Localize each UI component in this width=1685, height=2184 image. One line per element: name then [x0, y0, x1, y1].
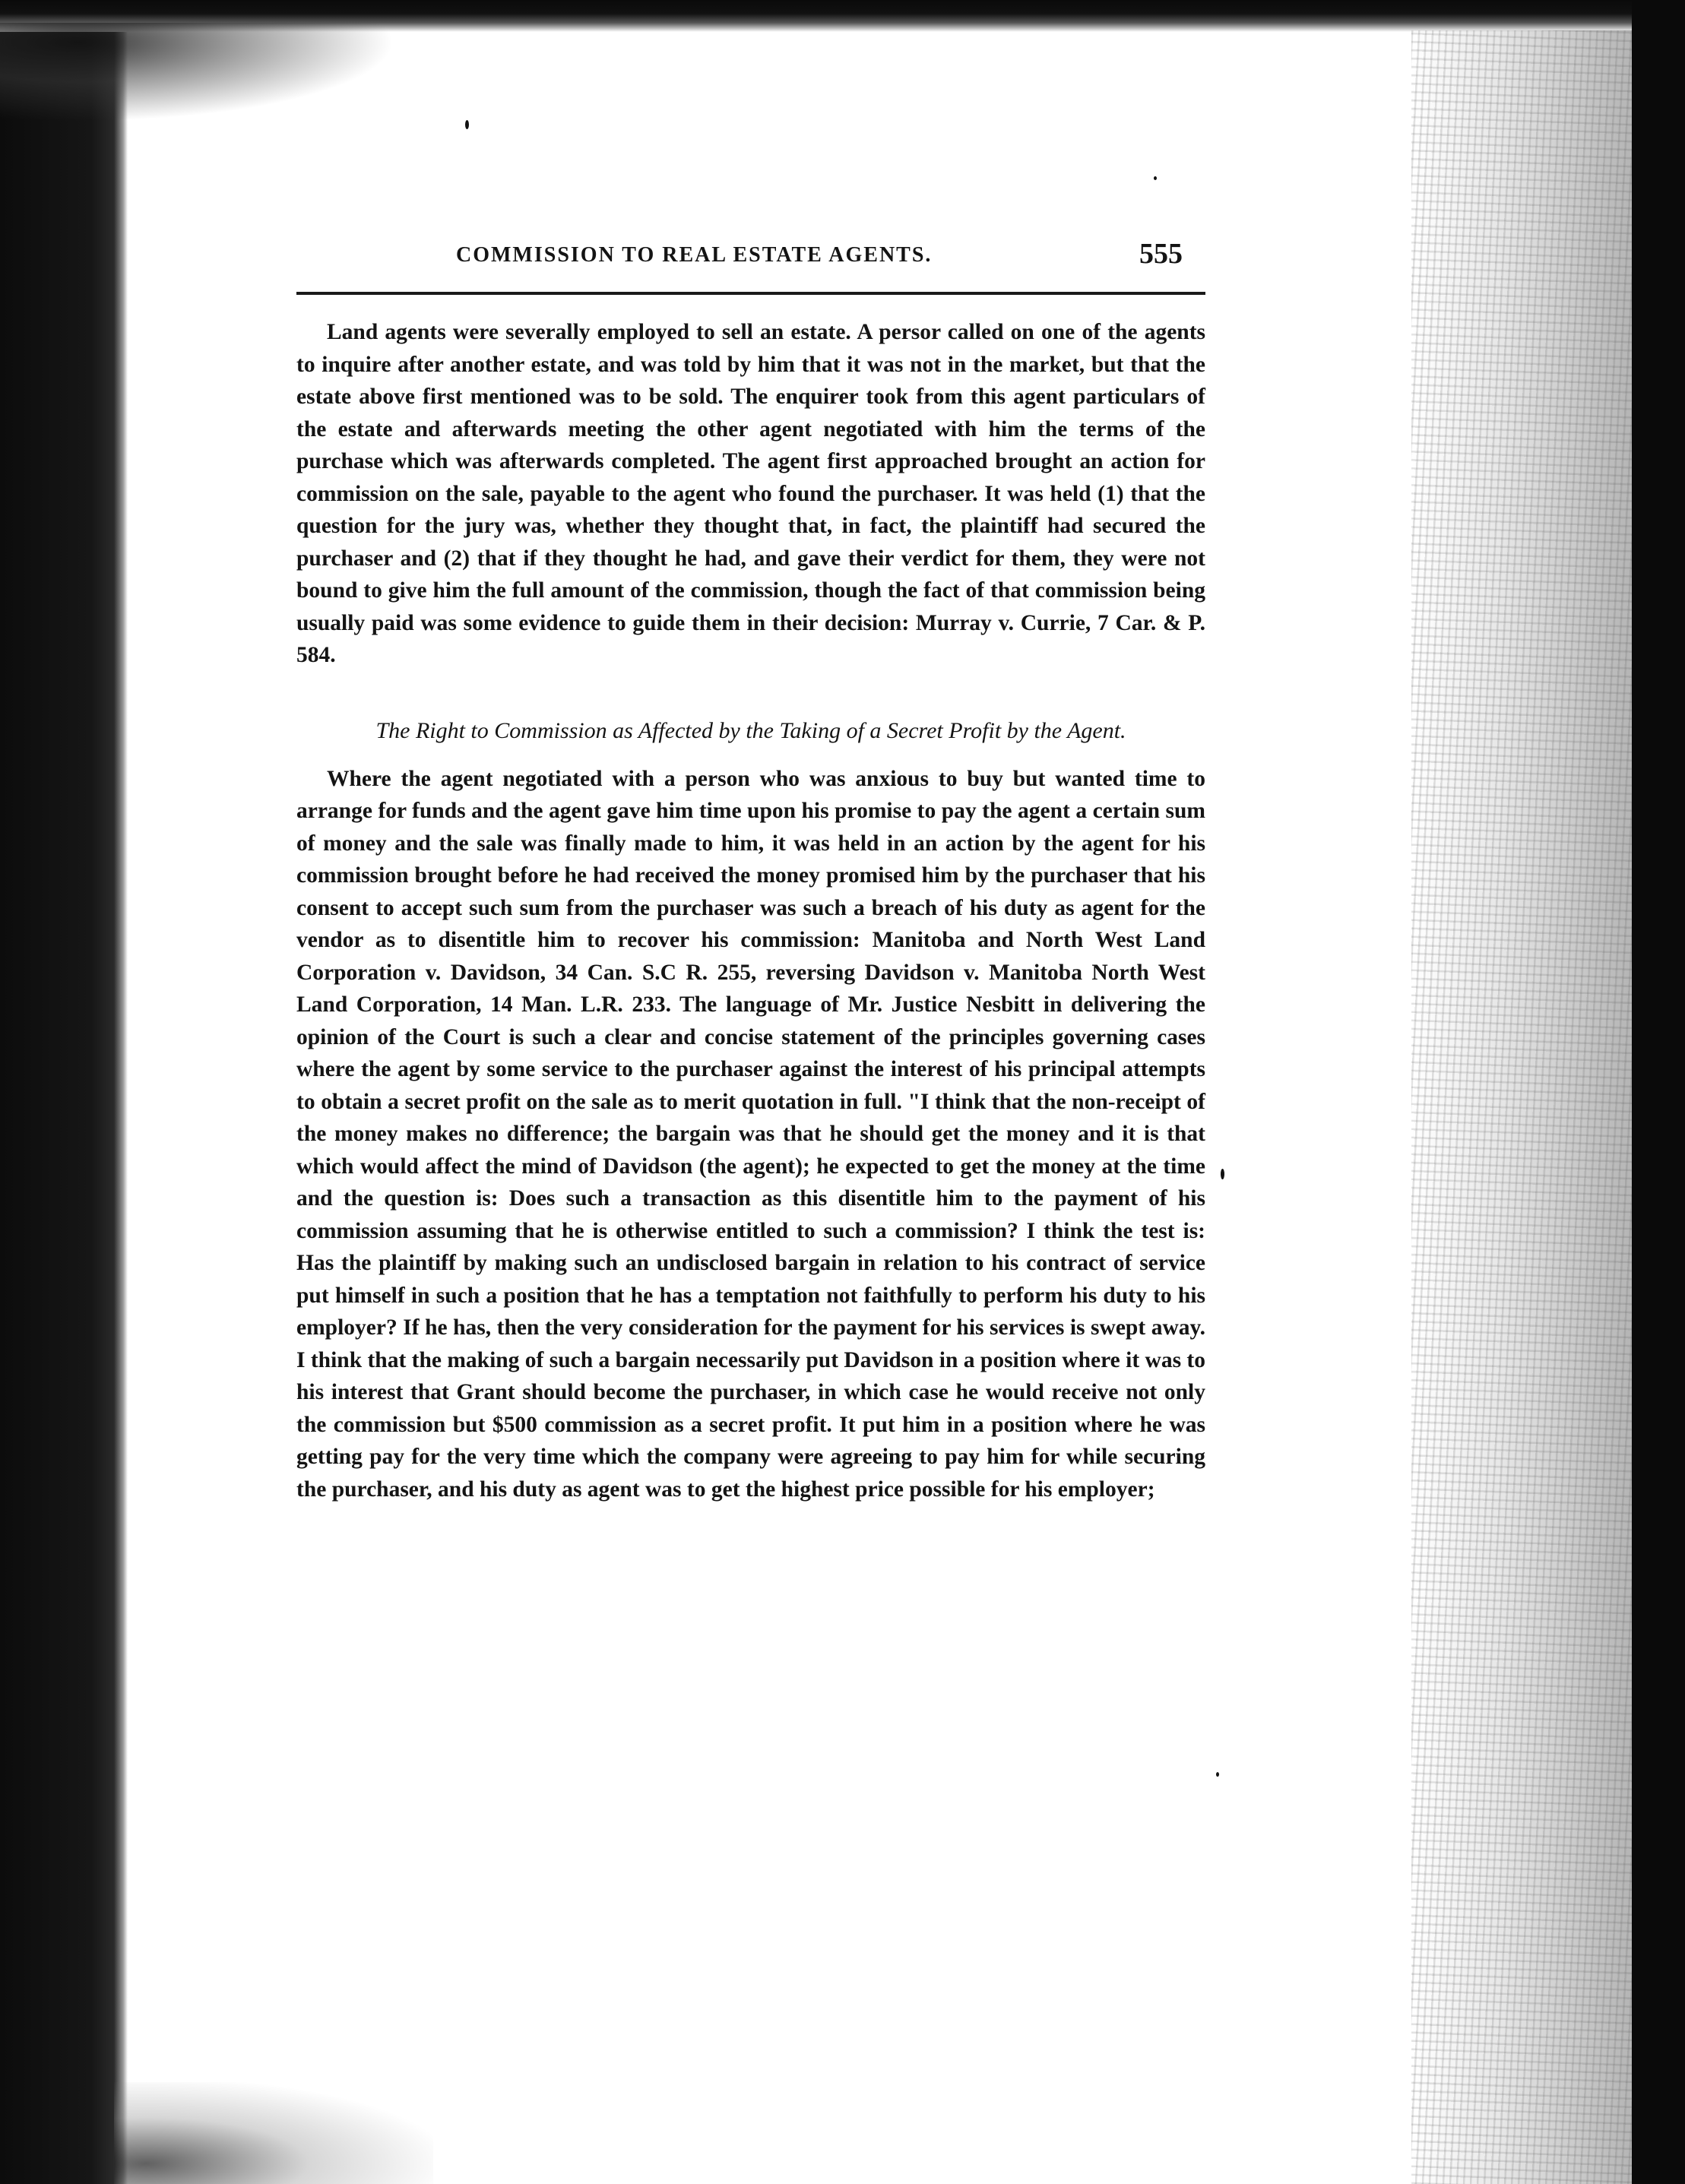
scan-left-edge: [0, 0, 128, 2184]
scan-speck: [465, 120, 469, 129]
scan-speck: [1221, 1169, 1224, 1179]
book-page: [296, 237, 1205, 1505]
page-number: 555: [1139, 238, 1183, 270]
paragraph-1: Land agents were severally employed to sell an estate. A persor called on one of the agents to inquire after another estate, and was told by him that it was not in the market, but that the estate above first mentioned was to be sold. The enquirer took from this agent particulars of the estate and afterwards meeting the other agent negotiated with him the terms of the purchase which was afterwards completed. The agent first approached brought an action for commission on the sale, payable to the agent who found the purchaser. It was held (1) that the question for the jury was, whether they thought that, in fact, the plaintiff had secured the purchaser and (2) that if they thought he had, and gave their verdict for them, they were not bound to give him the full amount of the commission, though the fact of that commission being usually paid was some evidence to guide them in their decision: Murray v. Currie, 7 Car. & P. 584.: [296, 320, 1205, 667]
scan-right-edge: [1632, 0, 1685, 2184]
section-heading: The Right to Commission as Affected by the Taking of a Secret Profit by the Agent.: [375, 717, 1126, 743]
scan-right-noise: [1411, 30, 1632, 2184]
scan-bottom-smudge: [114, 2082, 433, 2184]
scan-smudge: [0, 23, 395, 122]
running-title: COMMISSION TO REAL ESTATE AGENTS.: [456, 243, 933, 267]
paragraph-2: Where the agent negotiated with a person who was anxious to buy but wanted time to arrange for funds and the agent gave him time upon his promise to pay the agent a certain sum of money and the sale was finally made to him, it was held in an action by the agent for his commission brought before he had received the money promised him by the purchaser that his consent to accept such sum from the purchaser was such a breach of his duty as agent for the vendor as to disentitle him to recover his commission: Manitoba and North West Land Corporation v. Davidson, 34 Can. S.C R. 255, reversing Davidson v. Manitoba North West Land Corporation, 14 Man. L.R. 233. The language of Mr. Justice Nesbitt in delivering the opinion of the Court is such a clear and concise statement of the principles governing cases where the agent by some service to the purchaser against the interest of his principal attempts to obtain a secret profit on the sale as to merit quotation in full. "I think that the non-receipt of the money makes no difference; the bargain was that he should get the money and it is that which would affect the mind of Davidson (the agent); he expected to get the money at the time and the question is: Does such a transaction as this disentitle him to the payment of his commission assuming that he is otherwise entitled to such a commission? I think the test is: Has the plaintiff by making such an undisclosed bargain in relation to his contract of service put himself in such a position that he has a temptation not faithfully to perform his duty to his employer? If he has, then the very consideration for the payment for his services is swept away. I think that the making of such a bargain necessarily put Davidson in a position where it was to his interest that Grant should become the purchaser, in which case he would receive not only the commission but $500 commission as a secret profit. It put him in a position where he was getting pay for the very time which the company were agreeing to pay him for while securing the purchaser, and his duty as agent was to get the highest price possible for his employer;: [296, 766, 1206, 1502]
running-head: [296, 237, 1205, 295]
scan-speck: [1154, 176, 1157, 180]
scan-speck: [1216, 1772, 1219, 1777]
